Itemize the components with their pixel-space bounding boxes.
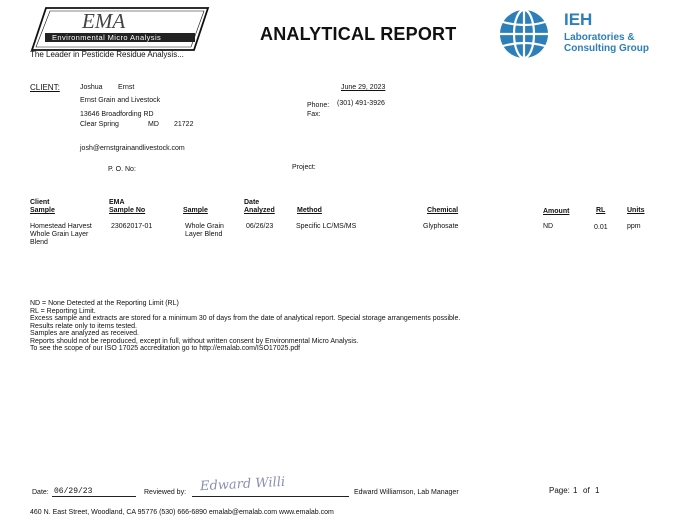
globe-icon bbox=[498, 8, 550, 60]
signature: Edward Willi bbox=[199, 474, 286, 495]
ieh-name: IEH bbox=[564, 10, 593, 29]
header-amount: Amount bbox=[543, 208, 570, 215]
page-of: of bbox=[583, 486, 590, 495]
page-total: 1 bbox=[595, 486, 600, 495]
client-company: Ernst Grain and Livestock bbox=[80, 97, 161, 104]
footer-address: 460 N. East Street, Woodland, CA 95776 (530) 666-6890 emalab@emalab.com www.emalab.com bbox=[30, 509, 334, 516]
client-email[interactable]: josh@ernstgrainandlivestock.com bbox=[80, 145, 185, 152]
phone-label: Phone: bbox=[307, 102, 330, 109]
ema-logo-text: EMA bbox=[82, 9, 126, 33]
header-chemical: Chemical bbox=[427, 207, 459, 214]
ema-logo bbox=[30, 6, 210, 52]
client-last-name: Ernst bbox=[118, 84, 135, 91]
header-method: Method bbox=[297, 207, 322, 214]
fax-label: Fax: bbox=[307, 111, 321, 118]
footer-date-label: Date: bbox=[32, 489, 49, 496]
note-line: Excess sample and extracts are stored for a minimum 30 of days from the date of analytical report. Special storage arrangements possible. bbox=[30, 315, 461, 322]
report-title: ANALYTICAL REPORT bbox=[260, 24, 457, 44]
client-city: Clear Spring bbox=[80, 121, 119, 128]
header-date-analyzed: Date Analyzed bbox=[244, 199, 275, 214]
signature-underline bbox=[192, 496, 349, 497]
reviewer-name: Edward Williamson, Lab Manager bbox=[354, 489, 459, 496]
date-underline bbox=[52, 496, 136, 497]
report-notes bbox=[30, 300, 460, 353]
note-line: To see the scope of our ISO 17025 accreditation go to http://emalab.com/ISO17025.pdf bbox=[30, 345, 301, 352]
header-sample: Sample bbox=[183, 207, 208, 214]
client-label: CLIENT: bbox=[30, 83, 60, 92]
note-line: ND = None Detected at the Reporting Limit (RL) bbox=[30, 300, 179, 307]
cell-ema-sample-no: 23062017-01 bbox=[111, 223, 153, 230]
ema-tagline: The Leader in Pesticide Residue Analysis... bbox=[30, 50, 184, 59]
cell-amount: ND bbox=[543, 223, 554, 230]
phone-value: (301) 491-3926 bbox=[337, 100, 385, 107]
cell-date-analyzed: 06/26/23 bbox=[246, 223, 274, 230]
cell-client-sample: Homestead Harvest Whole Grain Layer Blend bbox=[30, 223, 92, 246]
cell-rl: 0.01 bbox=[594, 224, 608, 231]
ema-logo-subtitle: Environmental Micro Analysis bbox=[52, 33, 162, 42]
project-label: Project: bbox=[292, 164, 316, 171]
cell-method: Specific LC/MS/MS bbox=[296, 223, 357, 230]
reviewed-by-label: Reviewed by: bbox=[144, 489, 187, 496]
page-current: 1 bbox=[573, 486, 578, 495]
cell-chemical: Glyphosate bbox=[423, 223, 459, 230]
page-label: Page: bbox=[549, 486, 570, 495]
client-first-name: Joshua bbox=[80, 84, 103, 91]
ieh-subtitle-line2: Consulting Group bbox=[564, 43, 649, 54]
cell-units: ppm bbox=[627, 223, 641, 230]
header-client-sample: Client Sample bbox=[30, 199, 55, 214]
client-state: MD bbox=[148, 121, 159, 128]
client-address: 13646 Broadfording RD bbox=[80, 111, 154, 118]
header-ema-sample-no: EMA Sample No bbox=[109, 199, 146, 214]
header-rl: RL bbox=[596, 207, 606, 214]
ieh-subtitle-line1: Laboratories & bbox=[564, 32, 635, 43]
client-zip: 21722 bbox=[174, 121, 194, 128]
footer-date-value: 06/29/23 bbox=[54, 487, 93, 496]
header-units: Units bbox=[627, 207, 645, 214]
po-label: P. O. No: bbox=[108, 166, 136, 173]
report-date: June 29, 2023 bbox=[341, 84, 386, 91]
note-line: Results relate only to items tested. bbox=[30, 322, 137, 330]
cell-sample: Whole Grain Layer Blend bbox=[185, 223, 224, 238]
note-line: Samples are analyzed as received. bbox=[30, 330, 139, 337]
note-line: RL = Reporting Limit. bbox=[30, 307, 96, 315]
note-line: Reports should not be reproduced, except in full, without written consent by Environmental Micro Analysis. bbox=[30, 337, 359, 345]
